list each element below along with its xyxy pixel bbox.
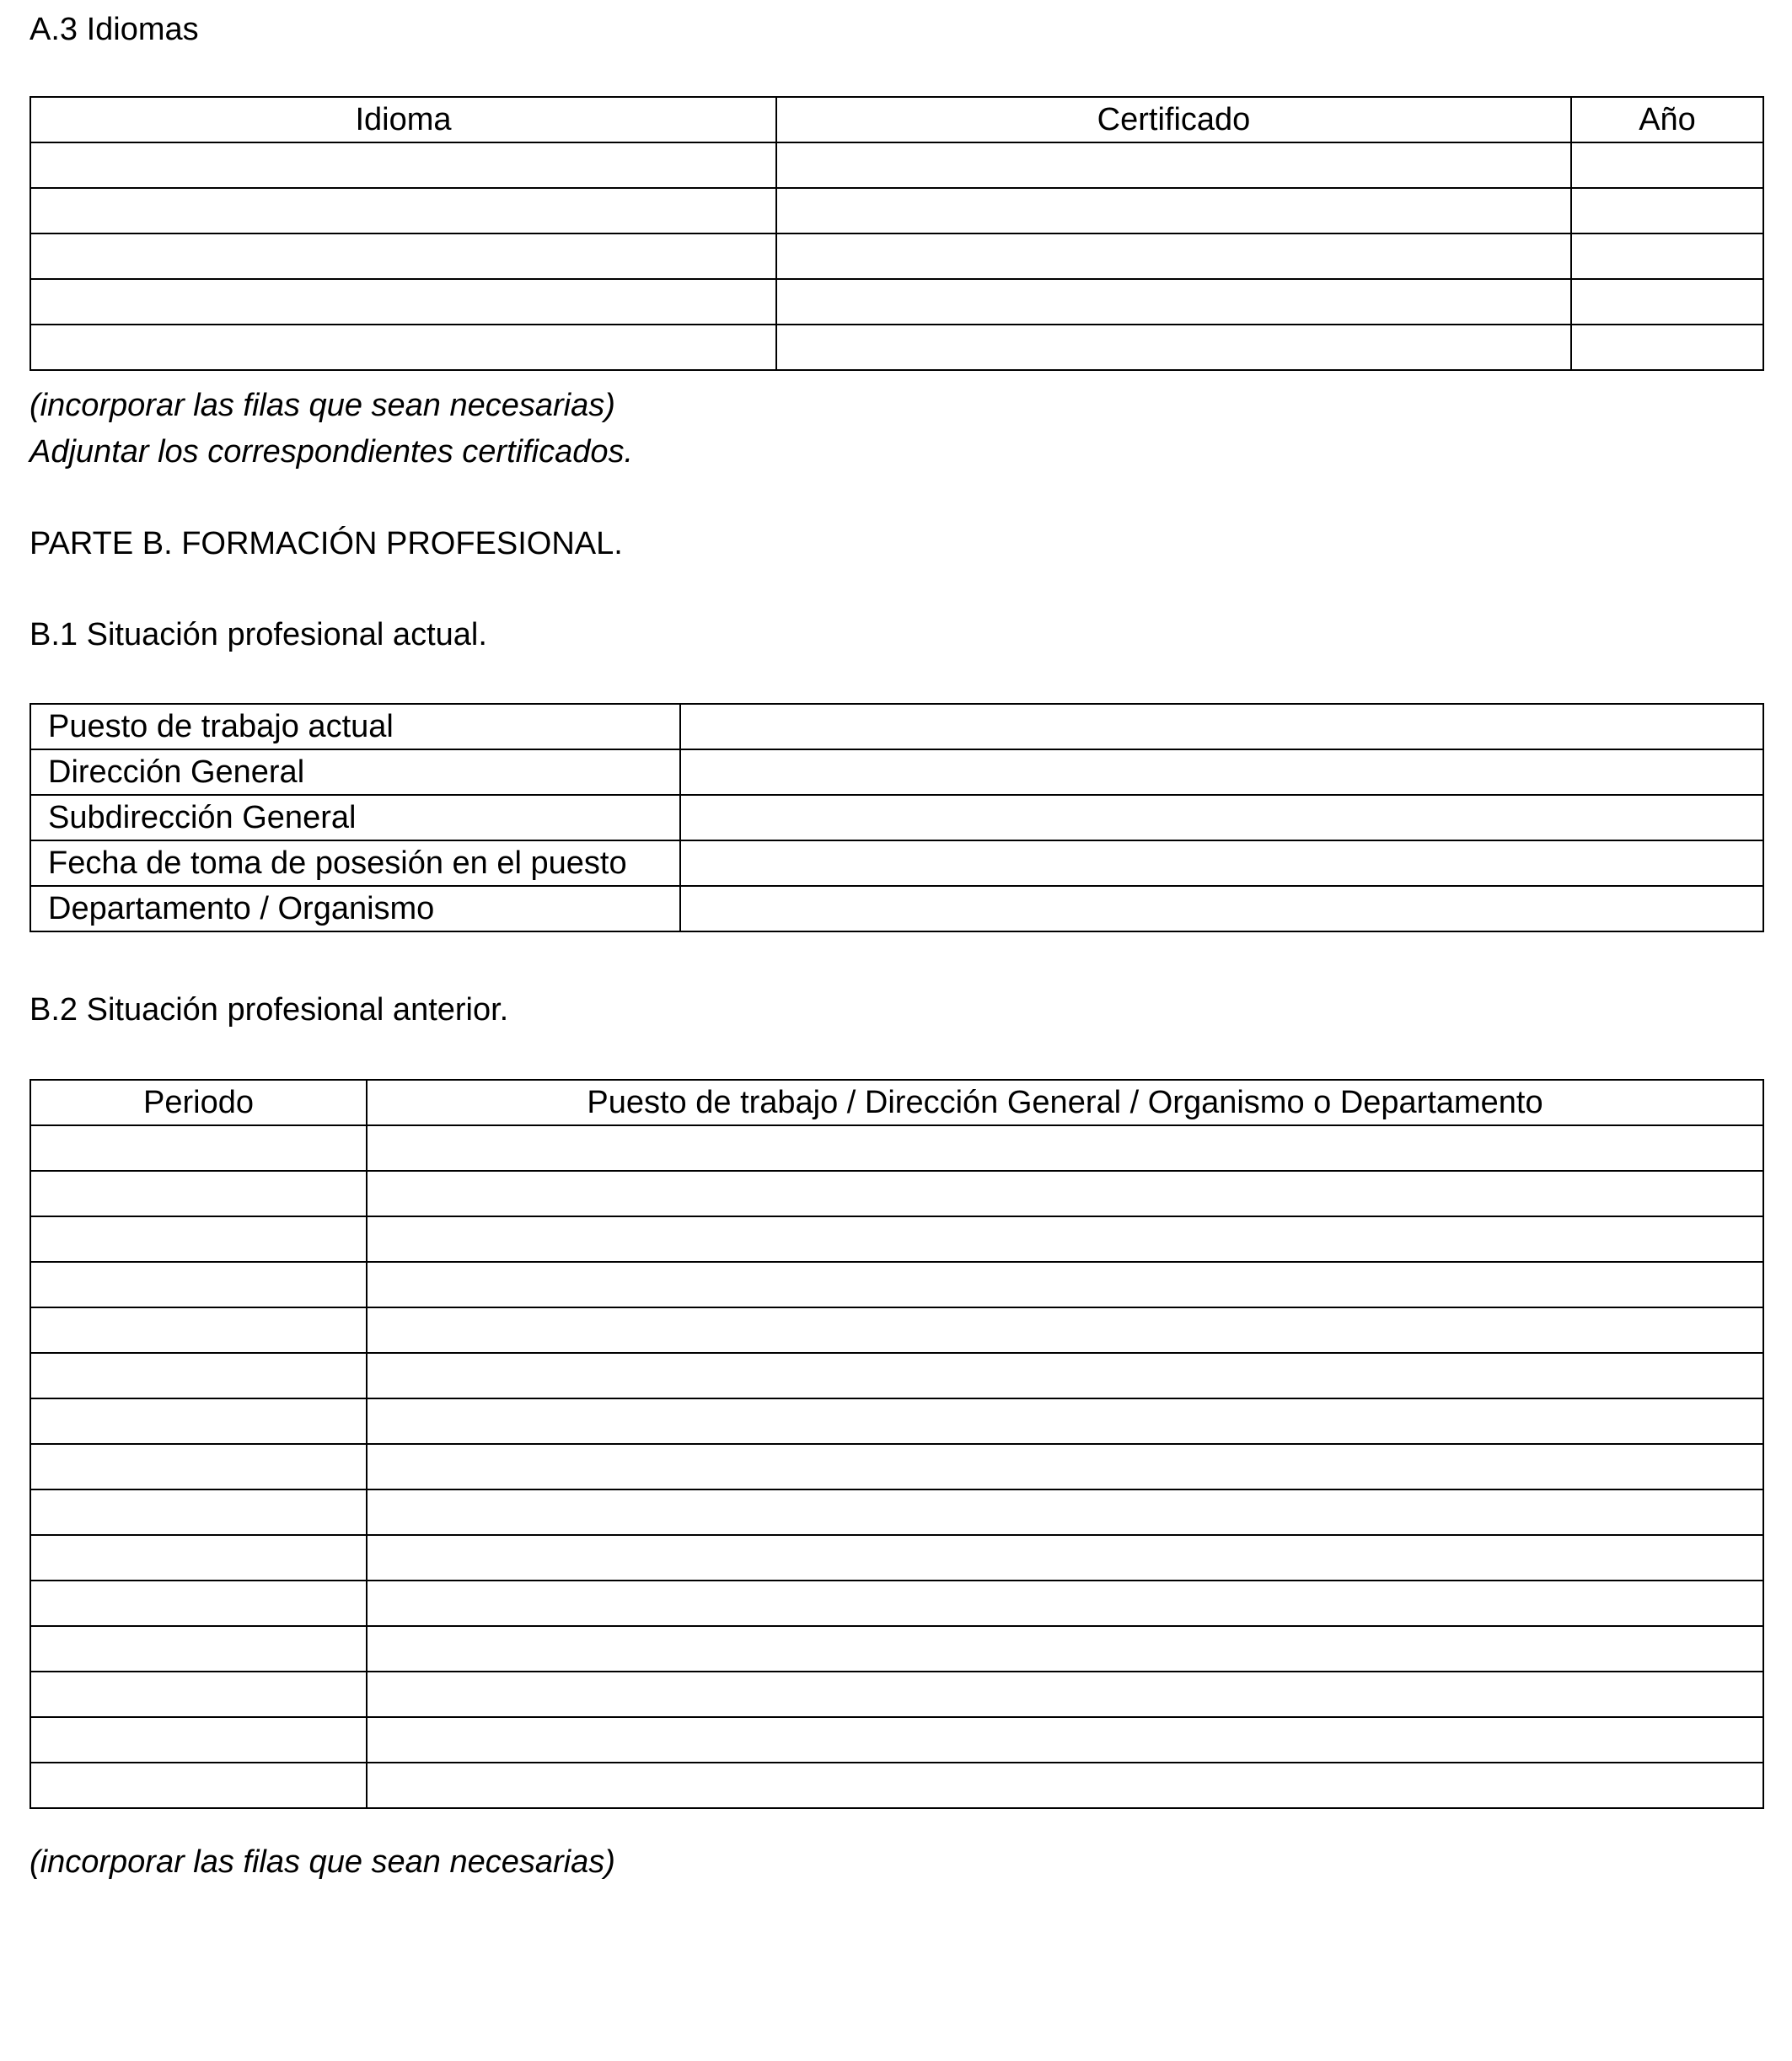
header-idioma: Idioma (30, 97, 776, 142)
section-b2-title: B.2 Situación profesional anterior. (30, 992, 509, 1028)
empty-cell (367, 1717, 1763, 1763)
empty-cell (367, 1216, 1763, 1262)
row-value (680, 840, 1763, 886)
previous-positions-row (30, 1216, 1763, 1262)
empty-cell (367, 1353, 1763, 1398)
empty-cell (776, 279, 1571, 325)
header-certificado: Certificado (776, 97, 1571, 142)
previous-positions-row (30, 1535, 1763, 1581)
languages-table-row (30, 188, 1763, 233)
empty-cell (1571, 233, 1763, 279)
empty-cell (30, 279, 776, 325)
header-ano: Año (1571, 97, 1763, 142)
empty-cell (30, 325, 776, 370)
empty-cell (30, 1307, 367, 1353)
empty-cell (30, 1581, 367, 1626)
empty-cell (30, 1717, 367, 1763)
empty-cell (30, 1489, 367, 1535)
empty-cell (30, 1444, 367, 1489)
empty-cell (30, 1763, 367, 1808)
empty-cell (367, 1262, 1763, 1307)
empty-cell (30, 1535, 367, 1581)
row-label: Dirección General (30, 749, 680, 795)
note-add-rows-b2: (incorporar las filas que sean necesarias) (30, 1844, 615, 1880)
previous-positions-row (30, 1307, 1763, 1353)
previous-positions-row (30, 1489, 1763, 1535)
empty-cell (776, 233, 1571, 279)
current-position-row (30, 886, 1763, 931)
previous-positions-row (30, 1672, 1763, 1717)
row-value (680, 886, 1763, 931)
previous-positions-row (30, 1353, 1763, 1398)
empty-cell (367, 1171, 1763, 1216)
empty-cell (30, 1398, 367, 1444)
empty-cell (367, 1672, 1763, 1717)
empty-cell (30, 1672, 367, 1717)
previous-positions-header (30, 1080, 1763, 1125)
empty-cell (30, 142, 776, 188)
current-position-row (30, 840, 1763, 886)
empty-cell (30, 1216, 367, 1262)
empty-cell (30, 1626, 367, 1672)
previous-positions-row (30, 1763, 1763, 1808)
empty-cell (30, 1125, 367, 1171)
languages-table (30, 96, 1764, 371)
empty-cell (1571, 279, 1763, 325)
row-value (680, 795, 1763, 840)
previous-positions-row (30, 1171, 1763, 1216)
previous-positions-row (30, 1398, 1763, 1444)
empty-cell (1571, 188, 1763, 233)
empty-cell (30, 188, 776, 233)
empty-cell (367, 1626, 1763, 1672)
empty-cell (776, 325, 1571, 370)
empty-cell (367, 1307, 1763, 1353)
header-puesto: Puesto de trabajo / Dirección General / Organismo o Departamento (367, 1080, 1763, 1125)
note-attach-certificates: Adjuntar los correspondientes certificados. (30, 434, 634, 470)
empty-cell (367, 1444, 1763, 1489)
previous-positions-row (30, 1717, 1763, 1763)
current-position-row (30, 795, 1763, 840)
section-b1-title: B.1 Situación profesional actual. (30, 617, 487, 652)
empty-cell (1571, 325, 1763, 370)
row-label: Departamento / Organismo (30, 886, 680, 931)
previous-positions-table (30, 1079, 1764, 1809)
row-value (680, 749, 1763, 795)
part-b-title: PARTE B. FORMACIÓN PROFESIONAL. (30, 526, 623, 561)
previous-positions-row (30, 1444, 1763, 1489)
row-value (680, 704, 1763, 749)
empty-cell (776, 142, 1571, 188)
previous-positions-row (30, 1262, 1763, 1307)
empty-cell (30, 233, 776, 279)
empty-cell (1571, 142, 1763, 188)
empty-cell (776, 188, 1571, 233)
empty-cell (30, 1171, 367, 1216)
current-position-row (30, 704, 1763, 749)
previous-positions-row (30, 1125, 1763, 1171)
note-add-rows-a3: (incorporar las filas que sean necesarias) (30, 388, 615, 423)
current-position-table (30, 703, 1764, 932)
row-label: Subdirección General (30, 795, 680, 840)
row-label: Puesto de trabajo actual (30, 704, 680, 749)
row-label: Fecha de toma de posesión en el puesto (30, 840, 680, 886)
previous-positions-row (30, 1626, 1763, 1672)
empty-cell (367, 1763, 1763, 1808)
languages-table-row (30, 142, 1763, 188)
empty-cell (367, 1489, 1763, 1535)
empty-cell (367, 1535, 1763, 1581)
languages-table-row (30, 325, 1763, 370)
languages-table-row (30, 233, 1763, 279)
empty-cell (30, 1353, 367, 1398)
empty-cell (30, 1262, 367, 1307)
header-periodo: Periodo (30, 1080, 367, 1125)
previous-positions-row (30, 1581, 1763, 1626)
empty-cell (367, 1125, 1763, 1171)
empty-cell (367, 1581, 1763, 1626)
section-a3-title: A.3 Idiomas (30, 12, 199, 47)
languages-table-row (30, 279, 1763, 325)
current-position-row (30, 749, 1763, 795)
empty-cell (367, 1398, 1763, 1444)
languages-table-header (30, 97, 1763, 142)
